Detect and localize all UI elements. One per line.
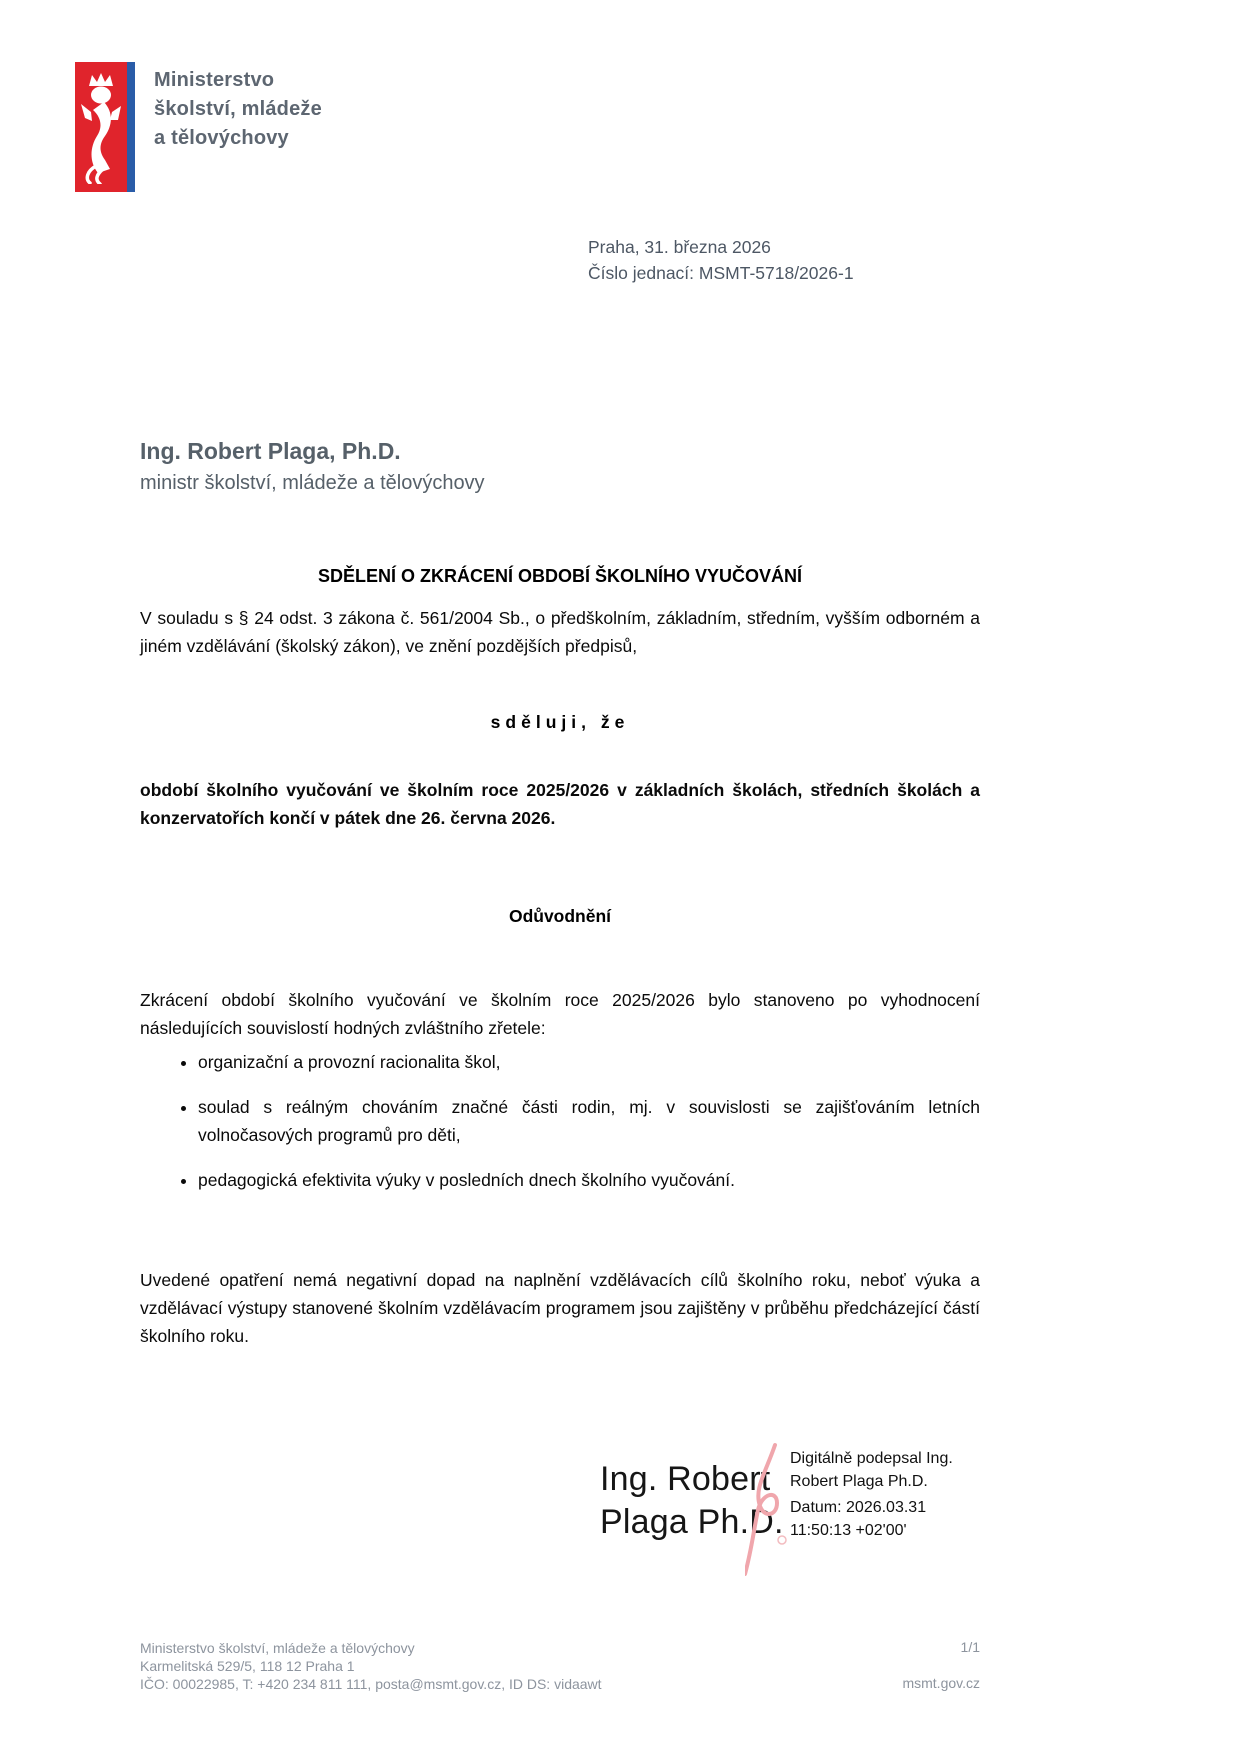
date-reference-block — [588, 234, 854, 286]
footer-org: Ministerstvo školství, mládeže a tělovýchovy — [140, 1640, 415, 1656]
reference-number: Číslo jednací: MSMT-5718/2026-1 — [588, 263, 854, 283]
logo-red-panel — [75, 62, 127, 192]
closing-paragraph: Uvedené opatření nemá negativní dopad na naplnění vzdělávacích cílů školního roku, neboť výuka a vzdělávací výstupy stanovené školním vzdělávacím programem jsou zajištěny v průběhu předcházející částí školního roku. — [140, 1270, 980, 1346]
justification-list — [140, 1048, 980, 1211]
logo-blue-stripe — [127, 62, 135, 192]
place-date: Praha, 31. března 2026 — [588, 237, 771, 257]
ministry-name-line: Ministerstvo — [154, 69, 275, 91]
minister-name: Ing. Robert Plaga, Ph.D. — [140, 438, 401, 464]
justification-heading: Odůvodnění — [508, 906, 612, 926]
page-number: 1/1 — [960, 1639, 980, 1655]
footer-contact-block — [140, 1639, 602, 1693]
signature-name: Ing. Robert Plaga Ph.D. — [600, 1460, 784, 1541]
intro-paragraph: V souladu s § 24 odst. 3 zákona č. 561/2004 Sb., o předškolním, základním, středním, vyšším odborném a jiném vzdělávání (školský zákon), ve znění pozdějších předpisů, — [140, 608, 980, 656]
ministry-name-line: a tělovýchovy — [154, 127, 289, 149]
justification-intro: Zkrácení období školního vyučování ve školním roce 2025/2026 bylo stanoveno po vyhodnocení následujících souvislostí hodných zvláštního zřetele: — [140, 990, 980, 1038]
minister-role: ministr školství, mládeže a tělovýchovy — [140, 472, 485, 494]
ministry-logo — [75, 62, 135, 192]
statement-paragraph: období školního vyučování ve školním roce 2025/2026 v základních školách, středních školách a konzervatořích končí v pátek dne 26. června 2026. — [140, 780, 980, 828]
list-item: • organizační a provozní racionalita škol, — [198, 1048, 980, 1076]
list-item: • pedagogická efektivita výuky v posledních dnech školního vyučování. — [198, 1166, 980, 1194]
document-title: SDĚLENÍ O ZKRÁCENÍ OBDOBÍ ŠKOLNÍHO VYUČOVÁNÍ — [317, 566, 803, 586]
ministry-name-line: školství, mládeže — [154, 98, 322, 120]
signature-details — [790, 1448, 962, 1542]
footer-website: msmt.gov.cz — [902, 1675, 980, 1691]
signature-detail-signed-by: Digitálně podepsal Ing. Robert Plaga Ph.D. — [790, 1450, 953, 1490]
signature-flourish-icon — [745, 1442, 789, 1581]
signature-detail-date: Datum: 2026.03.31 11:50:13 +02'00' — [790, 1499, 927, 1539]
footer-contacts: IČO: 00022985, T: +420 234 811 111, posta@msmt.gov.cz, ID DS: vidaawt — [140, 1676, 602, 1692]
footer-address: Karmelitská 529/5, 118 12 Praha 1 — [140, 1658, 355, 1674]
list-item: • soulad s reálným chováním značné části rodin, mj. v souvislosti se zajišťováním letních volnočasových programů pro děti, — [198, 1093, 980, 1149]
announcement-phrase: sděluji, že — [490, 712, 630, 732]
ministry-name — [154, 66, 322, 153]
